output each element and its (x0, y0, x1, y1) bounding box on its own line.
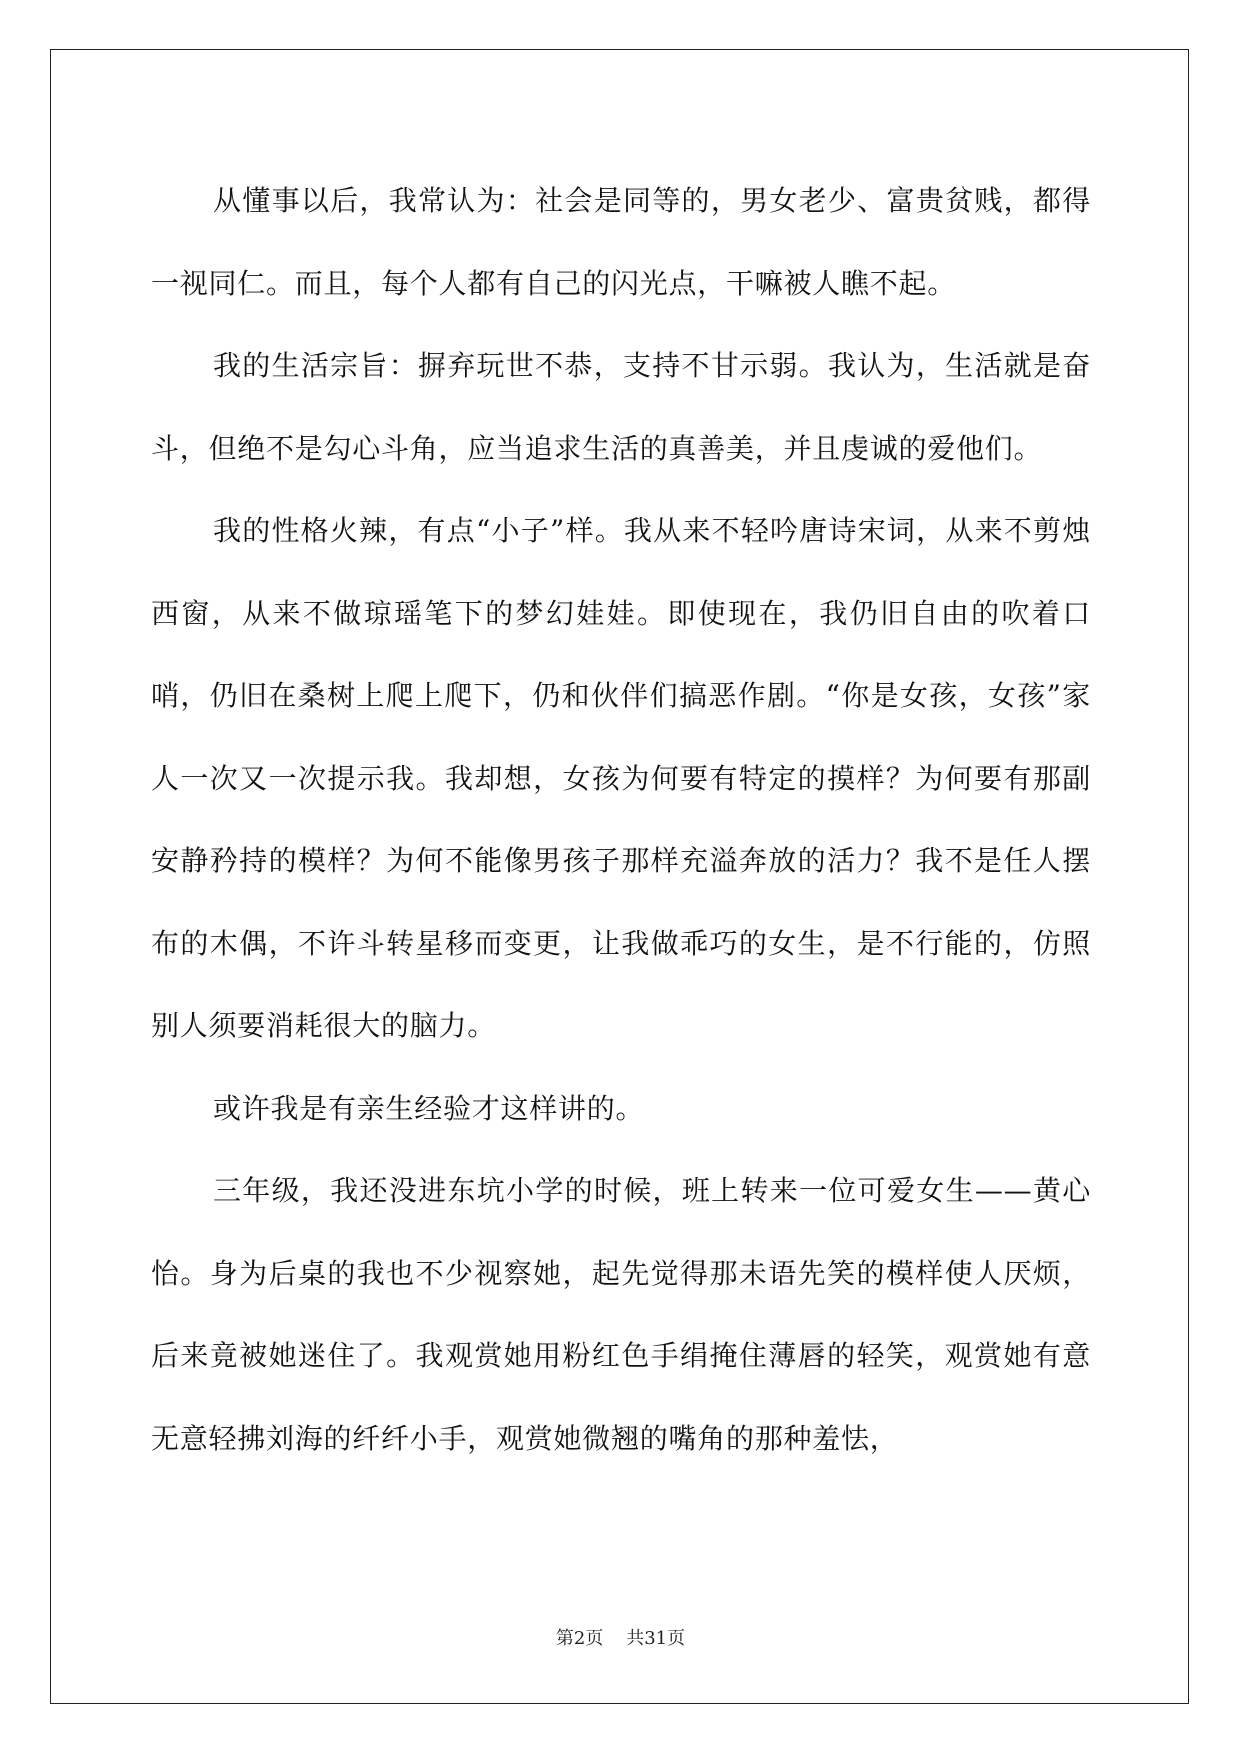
page-footer (0, 1627, 1241, 1651)
paragraph-5: 三年级，我还没进东坑小学的时候，班上转来一位可爱女生——黄心怡。身为后桌的我也不少视察她，起先觉得那未语先笑的模样使人厌烦，后来竟被她迷住了。我观赏她用粉红色手绢掩住薄唇的轻笑，观赏她有意无意轻拂刘海的纤纤小手，观赏她微翘的嘴角的那种羞怯， (151, 1174, 1091, 1455)
paragraph-3: 我的性格火辣，有点“小子”样。我从来不轻吟唐诗宋词，从来不剪烛西窗，从来不做琼瑶笔下的梦幻娃娃。即使现在，我仍旧自由的吹着口哨，仍旧在桑树上爬上爬下，仍和伙伴们搞恶作剧。“你是女孩，女孩”家人一次又一次提示我。我却想，女孩为何要有特定的摸样？为何要有那副安静矜持的模样？为何不能像男孩子那样充溢奔放的活力？我不是任人摆布的木偶，不许斗转星移而变更，让我做乖巧的女生，是不行能的，仿照别人须要消耗很大的脑力。 (151, 514, 1091, 1042)
page-number: 第2页 (555, 1628, 604, 1649)
paragraph-1: 从懂事以后，我常认为：社会是同等的，男女老少、富贵贫贱，都得一视同仁。而且，每个人都有自己的闪光点，干嘛被人瞧不起。 (151, 184, 1091, 300)
document-body (151, 160, 1091, 1480)
paragraph-4: 或许我是有亲生经验才这样讲的。 (213, 1091, 645, 1125)
page-total: 共31页 (626, 1628, 686, 1649)
paragraph-2: 我的生活宗旨：摒弃玩世不恭，支持不甘示弱。我认为，生活就是奋斗，但绝不是勾心斗角，应当追求生活的真善美，并且虔诚的爱他们。 (151, 349, 1091, 465)
